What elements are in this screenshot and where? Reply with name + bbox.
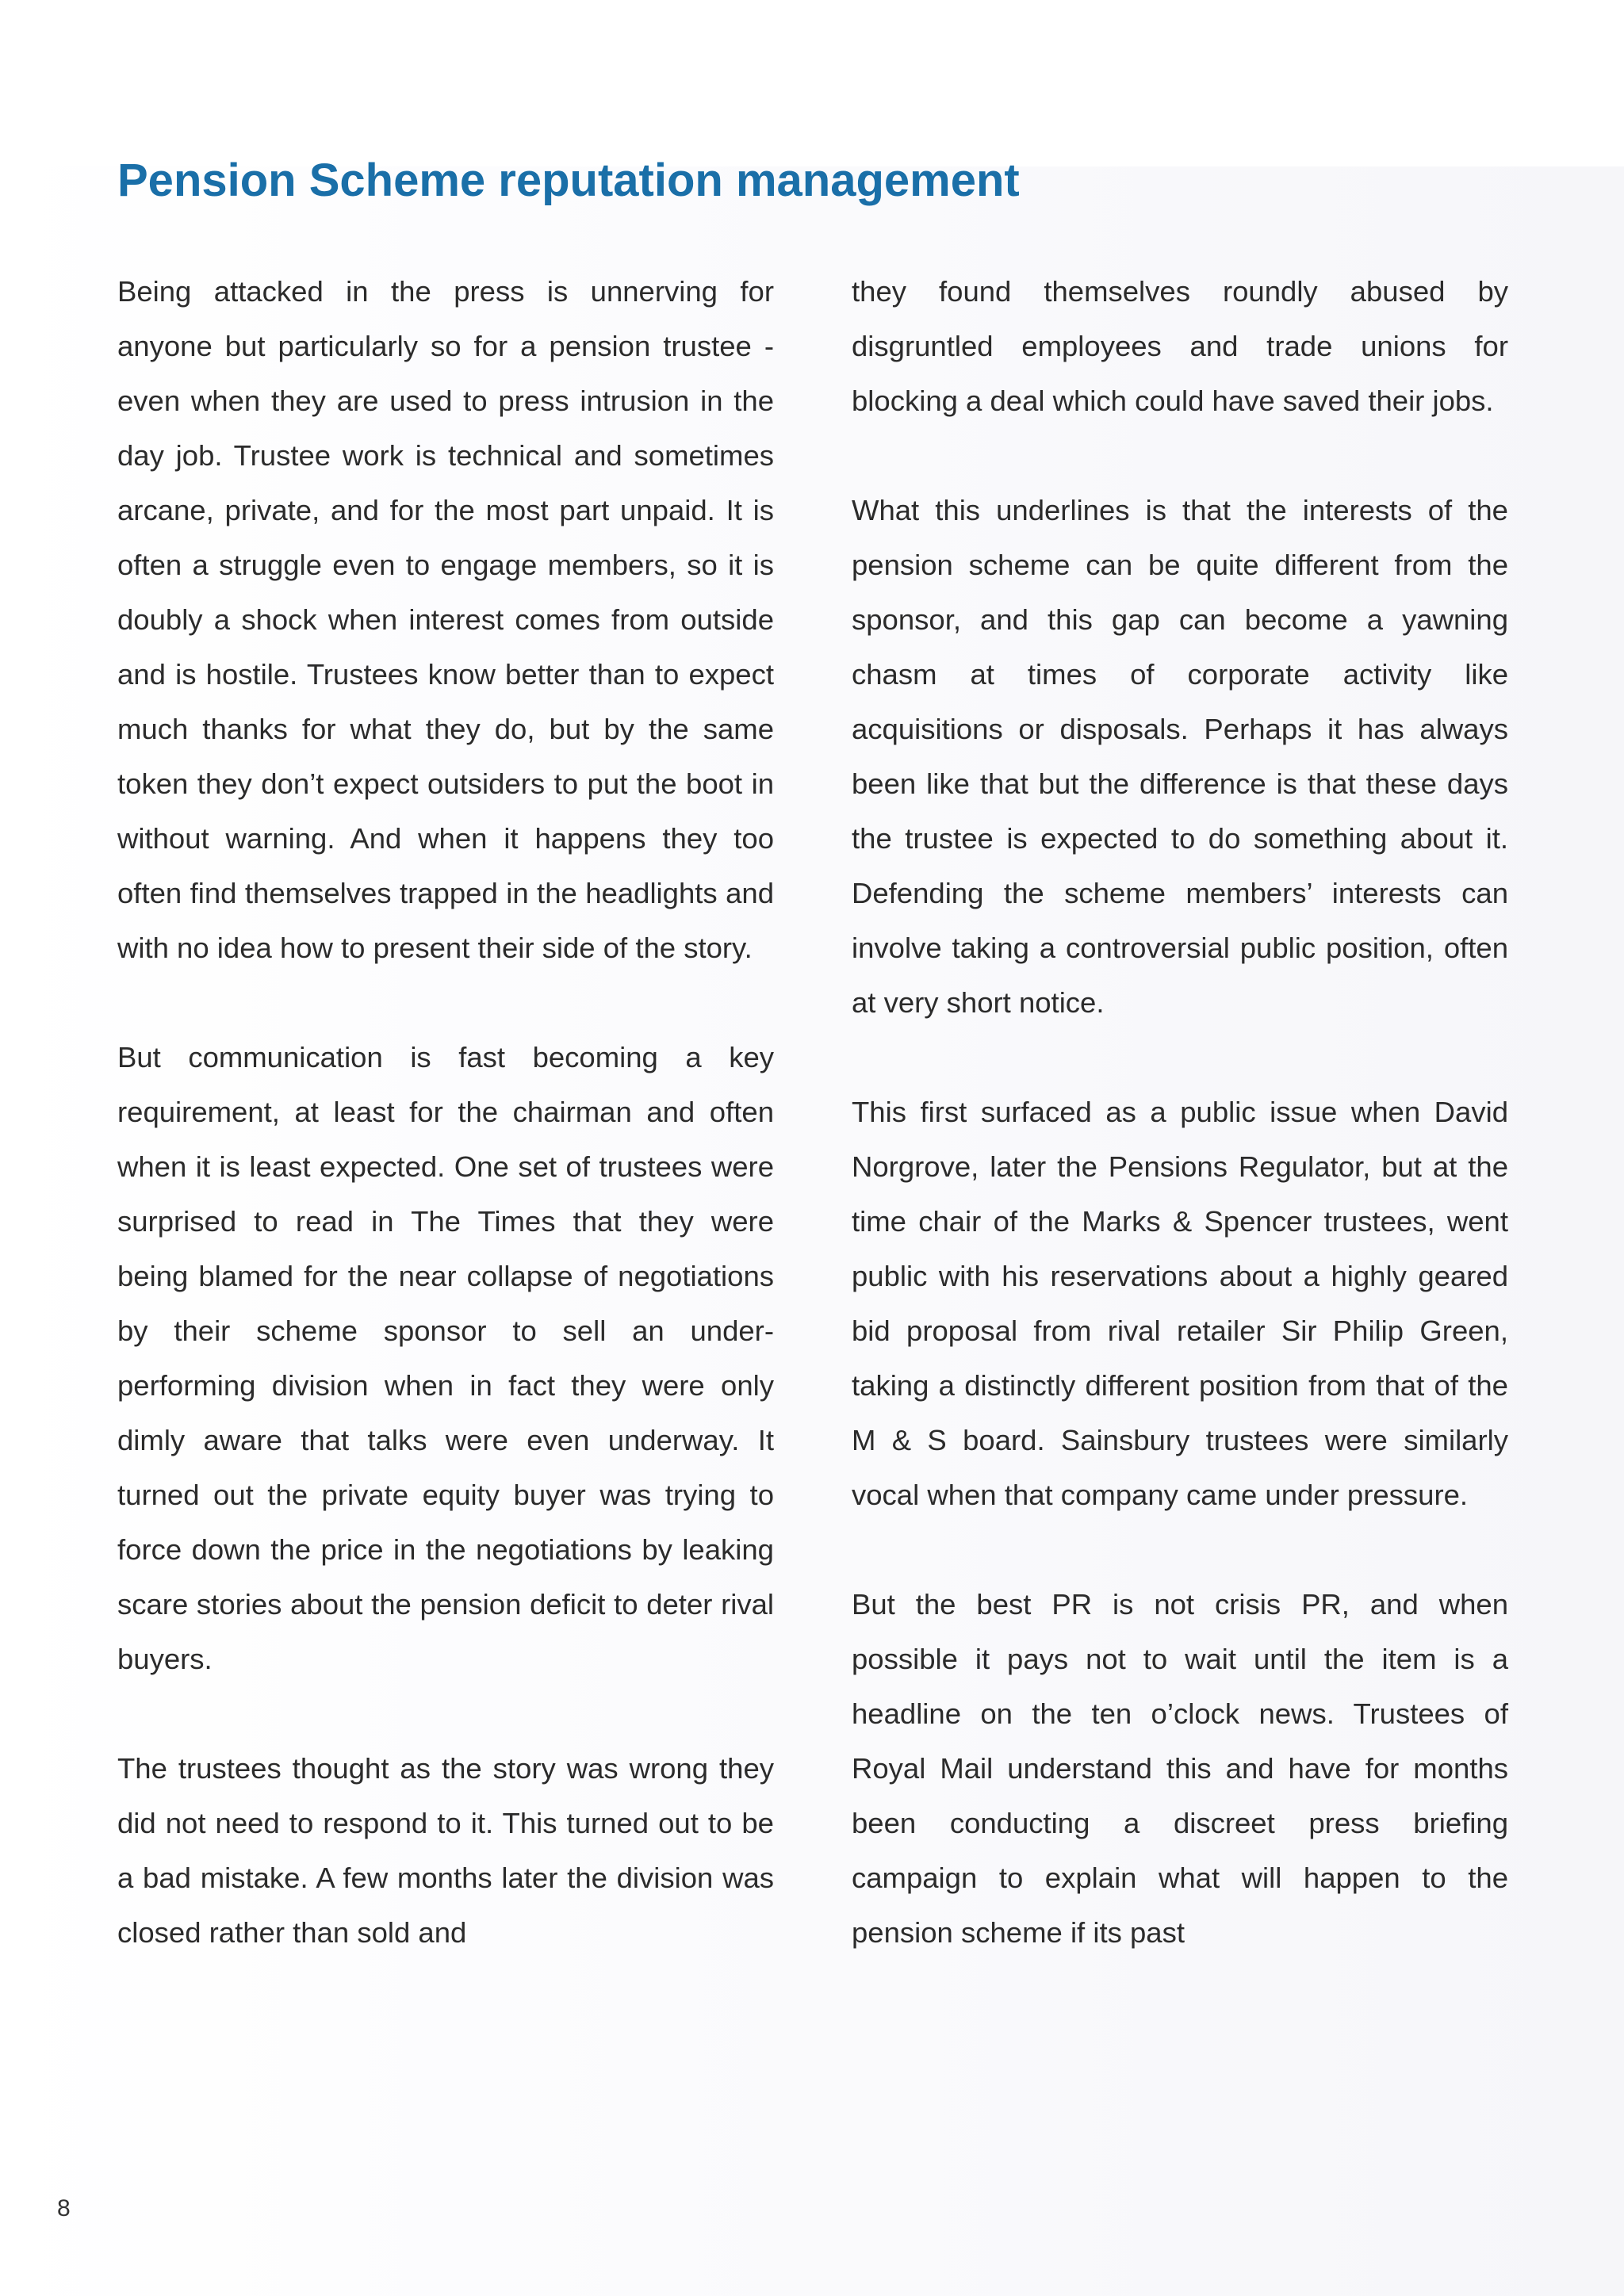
- paragraph: This first surfaced as a public issue when David Norgrove, later the Pensions Regulator, but at the time chair of the Marks & Spencer trustees, went public with his reservations about a highly geared bid proposal from rival retailer Sir Philip Green, taking a distinctly different position from that of the M & S board. Sainsbury trustees were similarly vocal when that company came under pressure.: [852, 1096, 1508, 1511]
- paragraph: What this underlines is that the interests of the pension scheme can be quite different from the sponsor, and this gap can become a yawning chasm at times of corporate activity like acquisitions or disposals. Perhaps it has always been like that but the difference is that these days the trustee is expected to do something about it. Defending the scheme members’ interests can involve taking a controversial public position, often at very short notice.: [852, 494, 1508, 1019]
- paragraph: But communication is fast becoming a key requirement, at least for the chairman and often when it is least expected. One set of trustees were surprised to read in The Times that they were being blamed for the near collapse of negotiations by their scheme sponsor to sell an under-performing division when in fact they were only dimly aware that talks were even underway. It turned out the private equity buyer was trying to force down the price in the negotiations by leaking scare stories about the pension deficit to deter rival buyers.: [117, 1041, 774, 1675]
- paragraph: Being attacked in the press is unnerving for anyone but particularly so for a pension trustee - even when they are used to press intrusion in the day job. Trustee work is technical and sometimes arcane, private, and for the most part unpaid. It is often a struggle even to engage members, so it is doubly a shock when interest comes from outside and is hostile. Trustees know better than to expect much thanks for what they do, but by the same token they don’t expect outsiders to put the boot in without warning. And when it happens they too often find themselves trapped in the headlights and with no idea how to present their side of the story.: [117, 275, 774, 964]
- paragraph: The trustees thought as the story was wrong they did not need to respond to it. This turned out to be a bad mistake. A few months later the division was closed rather than sold and: [117, 1752, 774, 1949]
- paragraph: But the best PR is not crisis PR, and when possible it pays not to wait until the item is a headline on the ten o’clock news. Trustees of Royal Mail understand this and have for months been conducting a discreet press briefing campaign to explain what will happen to the pension scheme if its past: [852, 1588, 1508, 1949]
- text-column-right: [852, 264, 1508, 1960]
- page-title: Pension Scheme reputation management: [117, 155, 1020, 206]
- page-number: 8: [57, 2195, 71, 2221]
- paragraph: they found themselves roundly abused by disgruntled employees and trade unions for blocking a deal which could have saved their jobs.: [852, 275, 1508, 417]
- text-column-left: [117, 264, 774, 1960]
